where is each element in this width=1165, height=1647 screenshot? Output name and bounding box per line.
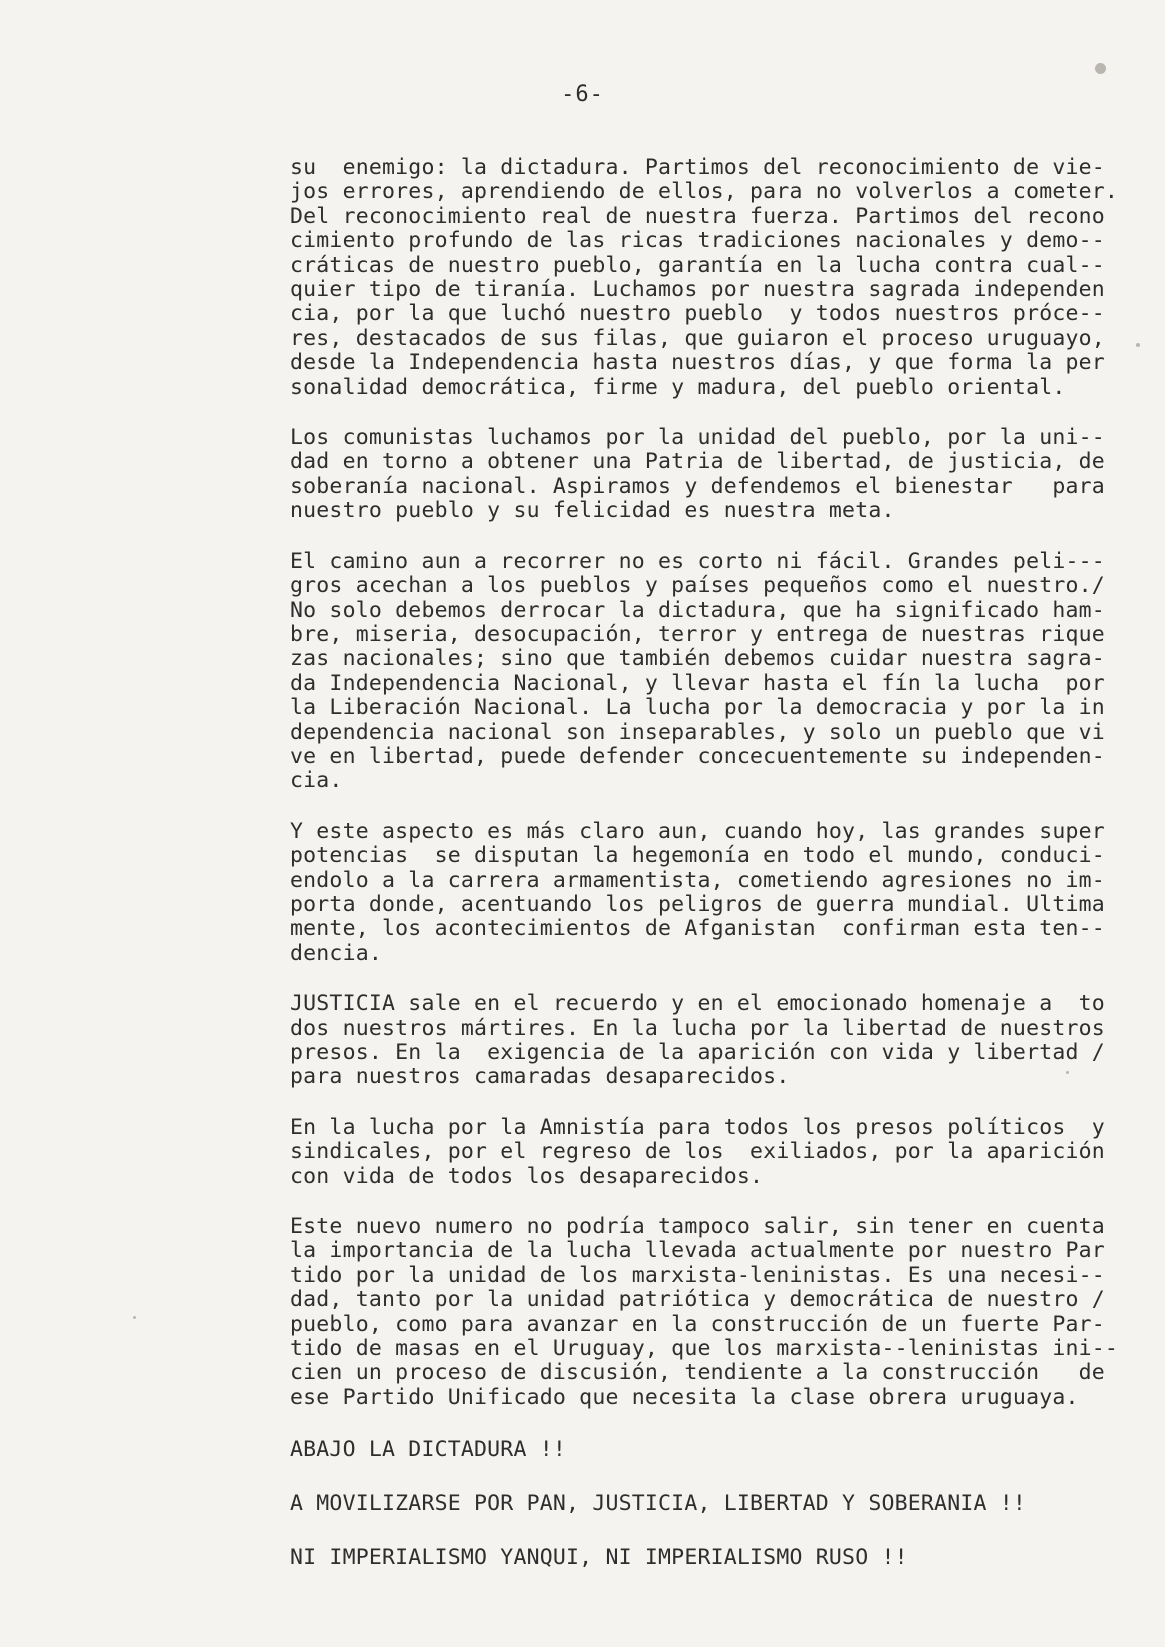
slogan: ABAJO LA DICTADURA !!	[290, 1437, 567, 1462]
text-line: potencias se disputan la hegemonía en todo el mundo, conduci-	[290, 843, 1105, 869]
text-line: la Liberación Nacional. La lucha por la democracia y por la in	[290, 695, 1105, 721]
text-line: sindicales, por el regreso de los exiliados, por la aparición	[290, 1139, 1105, 1165]
text-line: cimiento profundo de las ricas tradiciones nacionales y demo--	[290, 228, 1105, 254]
text-line: su enemigo: la dictadura. Partimos del reconocimiento de vie-	[290, 155, 1105, 180]
text-line: En la lucha por la Amnistía para todos los presos políticos y	[290, 1114, 1105, 1140]
text-line: dependencia nacional son inseparables, y solo un pueblo que vi	[290, 719, 1105, 745]
text-line: Los comunistas luchamos por la unidad del pueblo, por la uni--	[290, 425, 1105, 451]
text-line: cráticas de nuestro pueblo, garantía en la lucha contra cual--	[290, 252, 1105, 278]
text-line: ese Partido Unificado que necesita la clase obrera uruguaya.	[290, 1384, 1079, 1410]
text-line: con vida de todos los desaparecidos.	[290, 1163, 764, 1189]
text-line: ve en libertad, puede defender concecuentemente su independen-	[290, 743, 1105, 769]
text-line: Este nuevo numero no podría tampoco salir, sin tener en cuenta	[290, 1214, 1105, 1240]
text-line: mente, los acontecimientos de Afganistan confirman esta ten--	[290, 916, 1105, 942]
text-line: cia, por la que luchó nuestro pueblo y todos nuestros próce--	[290, 301, 1105, 327]
paragraph	[290, 155, 1119, 400]
text-line: para nuestros camaradas desaparecidos.	[290, 1064, 790, 1090]
text-line: tido de masas en el Uruguay, que los marxista--leninistas ini--	[290, 1336, 1119, 1362]
paragraph	[290, 818, 1105, 966]
text-line: dencia.	[290, 940, 383, 966]
text-line: dos nuestros mártires. En la lucha por la libertad de nuestros	[290, 1015, 1105, 1041]
paper-spot	[1136, 343, 1140, 347]
paragraph	[290, 1114, 1105, 1189]
paper-spot	[133, 1316, 136, 1319]
text-line: res, destacados de sus filas, que guiaron el proceso uruguayo,	[290, 325, 1105, 351]
slogan: A MOVILIZARSE POR PAN, JUSTICIA, LIBERTAD Y SOBERANIA !!	[290, 1491, 1027, 1516]
text-line: El camino aun a recorrer no es corto ni fácil. Grandes peli---	[290, 548, 1105, 574]
text-line: No solo debemos derrocar la dictadura, que ha significado ham-	[290, 597, 1105, 623]
text-line: la importancia de la lucha llevada actualmente por nuestro Par	[290, 1238, 1105, 1264]
paragraph	[290, 425, 1105, 524]
text-line: zas nacionales; sino que también debemos cuidar nuestra sagra-	[290, 646, 1105, 672]
text-line: da Independencia Nacional, y llevar hasta el fín la lucha por	[290, 670, 1105, 696]
text-line: dad en torno a obtener una Patria de libertad, de justicia, de	[290, 449, 1105, 475]
text-line: cien un proceso de discusión, tendiente a la construcción de	[290, 1360, 1105, 1386]
text-line: JUSTICIA sale en el recuerdo y en el emocionado homenaje a to	[290, 991, 1105, 1017]
text-line: quier tipo de tiranía. Luchamos por nuestra sagrada independen	[290, 277, 1105, 303]
body-text	[290, 155, 1119, 1436]
text-line: cia.	[290, 768, 343, 794]
text-line: sonalidad democrática, firme y madura, del pueblo oriental.	[290, 374, 1066, 400]
text-line: desde la Independencia hasta nuestros días, y que forma la per	[290, 350, 1105, 376]
text-line: soberanía nacional. Aspiramos y defendemos el bienestar para	[290, 473, 1105, 499]
text-line: gros acechan a los pueblos y países pequeños como el nuestro./	[290, 573, 1105, 599]
text-line: dad, tanto por la unidad patriótica y democrática de nuestro /	[290, 1287, 1105, 1313]
text-line: Del reconocimiento real de nuestra fuerza. Partimos del recono	[290, 203, 1105, 229]
text-line: nuestro pueblo y su felicidad es nuestra meta.	[290, 498, 895, 524]
text-line: porta donde, acentuando los peligros de guerra mundial. Ultima	[290, 891, 1105, 917]
text-line: presos. En la exigencia de la aparición con vida y libertad /	[290, 1040, 1105, 1065]
text-line: endolo a la carrera armamentista, cometiendo agresiones no im-	[290, 867, 1105, 893]
slogan: NI IMPERIALISMO YANQUI, NI IMPERIALISMO RUSO !!	[290, 1545, 908, 1570]
text-line: jos errores, aprendiendo de ellos, para no volverlos a cometer.	[290, 179, 1119, 205]
page-number: -6-	[561, 82, 604, 107]
text-line: Y este aspecto es más claro aun, cuando hoy, las grandes super	[290, 818, 1105, 844]
paragraph	[290, 548, 1105, 794]
slogans	[290, 1438, 1110, 1600]
paragraph	[290, 991, 1105, 1090]
text-line: bre, miseria, desocupación, terror y entrega de nuestras rique	[290, 621, 1105, 647]
text-line: pueblo, como para avanzar en la construcción de un fuerte Par-	[290, 1311, 1105, 1337]
paragraph	[290, 1214, 1119, 1410]
text-line: tido por la unidad de los marxista-leninistas. Es una necesi--	[290, 1262, 1105, 1288]
paper-spot	[1066, 1071, 1069, 1074]
paper-spot	[1095, 63, 1106, 74]
